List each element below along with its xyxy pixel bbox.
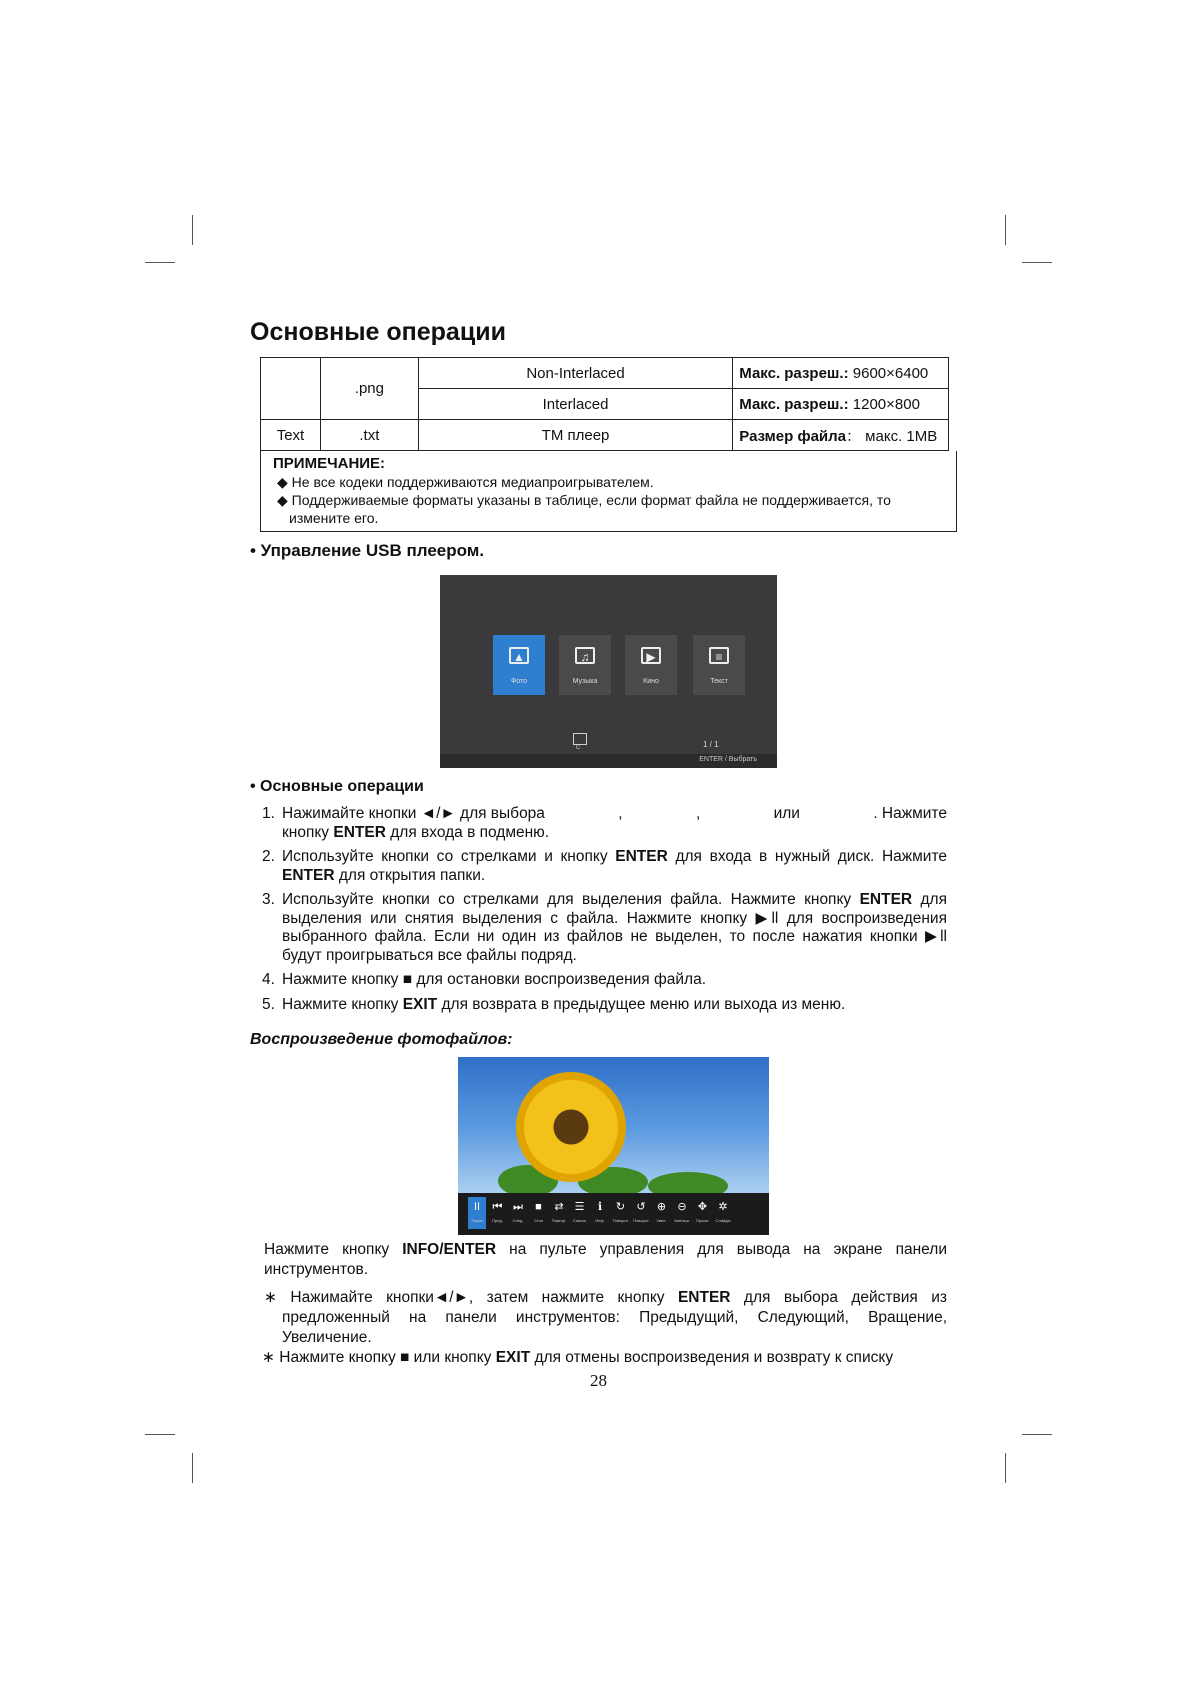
steps-list — [262, 805, 947, 1020]
tile-music[interactable] — [559, 635, 611, 695]
step-text: EXIT — [402, 995, 438, 1013]
step-text: для входа в подменю. — [385, 823, 550, 841]
table-cell: Interlaced — [418, 389, 732, 420]
tile-text[interactable] — [693, 635, 745, 695]
step-text: Нажимайте кнопки ◄/► для выбора — [282, 805, 545, 822]
step-text: Используйте кнопки со стрелками и кнопку — [282, 848, 616, 865]
note-title: ПРИМЕЧАНИЕ: — [273, 455, 386, 472]
toolbar-label: Повтор. — [551, 1218, 567, 1223]
step-number: 2. — [262, 848, 275, 865]
rotate-right-icon[interactable]: ↻ — [615, 1201, 626, 1213]
crop-mark — [145, 1434, 175, 1435]
page-indicator: 1 / 1 — [703, 740, 719, 749]
toolbar-label: След. — [512, 1218, 524, 1223]
photo-icon: ▲ — [509, 647, 529, 664]
toolbar-label: Список — [572, 1218, 587, 1223]
crop-mark — [1005, 215, 1006, 245]
list-icon[interactable]: ☰ — [574, 1201, 585, 1213]
stop-icon[interactable]: ■ — [535, 1201, 542, 1213]
step-number: 3. — [262, 891, 275, 908]
toolbar-label: Увел. — [656, 1218, 667, 1223]
table-cell — [261, 358, 321, 420]
spec-label: Размер файла — [739, 427, 847, 445]
step-text: ENTER — [333, 823, 386, 841]
crop-mark — [145, 262, 175, 263]
crop-mark — [1005, 1453, 1006, 1483]
spec-label: Макс. разреш.: — [739, 364, 849, 382]
repeat-icon[interactable]: ⇄ — [554, 1201, 564, 1213]
step-text: ENTER — [282, 866, 335, 884]
step-number: 4. — [262, 971, 275, 988]
table-row — [261, 420, 949, 451]
list-item — [262, 996, 947, 1015]
pause-icon[interactable]: II — [468, 1197, 486, 1229]
step-line — [282, 824, 947, 843]
select-hint: ENTER / Выбрать — [699, 756, 757, 763]
spec-label: Макс. разреш.: — [739, 395, 849, 413]
toolbar-label: Стоп — [533, 1218, 544, 1223]
photo-screenshot — [458, 1057, 769, 1235]
step-text: для выделения или снятия выделения с файла. Нажмите кнопку ▶ll для воспроизведения выбранного файла. Если ни один из файлов не выделен, то после нажатия кнопки ▶ll будут проигрываться все файлы подряд. — [282, 891, 947, 964]
toolbar-label: Поворот — [633, 1218, 649, 1223]
usb-heading: • Управление USB плеером. — [250, 541, 485, 560]
move-icon[interactable]: ✥ — [697, 1201, 708, 1213]
table-cell: Non-Interlaced — [418, 358, 732, 389]
spec-value: 1200×800 — [848, 395, 920, 413]
paragraph — [264, 1288, 947, 1348]
note-item: ◆ Поддерживаемые форматы указаны в таблице, если формат файла не поддерживается, то измените его. — [277, 492, 891, 526]
tile-label: Музыка — [572, 678, 598, 685]
crop-mark — [192, 215, 193, 245]
toolbar-label: Просм. — [695, 1218, 710, 1223]
para-text: ∗ Нажмите кнопку ■ или кнопку — [262, 1349, 496, 1366]
tile-label: Кино — [643, 678, 659, 685]
format-table — [260, 357, 949, 451]
text-icon: ≡ — [709, 647, 729, 664]
photo-toolbar — [458, 1193, 769, 1235]
step-text: для открытия папки. — [334, 866, 486, 884]
next-icon[interactable]: ⏭ — [513, 1201, 523, 1213]
ops-heading: • Основные операции — [250, 778, 424, 795]
photo-heading: Воспроизведение фотофайлов: — [250, 1031, 513, 1048]
tile-label: Текст — [710, 678, 728, 685]
step-text: Нажмите кнопку ■ для остановки воспроизведения файла. — [282, 971, 707, 988]
music-icon: ♫ — [575, 647, 595, 664]
rotate-left-icon[interactable]: ↺ — [636, 1201, 646, 1213]
step-text: Нажмите кнопку — [282, 995, 403, 1013]
table-cell — [733, 420, 949, 451]
zoom-in-icon[interactable]: ⊕ — [656, 1201, 667, 1213]
step-text: , — [695, 805, 701, 822]
para-text: ∗ Нажимайте кнопки◄/►, затем нажмите кнопку — [264, 1289, 678, 1306]
info-icon[interactable]: ℹ — [597, 1201, 603, 1213]
para-text: для отмены воспроизведения и возврату к списку — [530, 1349, 894, 1366]
para-text: Нажмите кнопку — [264, 1241, 403, 1258]
paragraph — [264, 1240, 947, 1280]
list-item — [262, 891, 947, 965]
movie-icon: ▶ — [641, 647, 661, 664]
table-cell: .png — [320, 358, 418, 420]
crop-mark — [1022, 1434, 1052, 1435]
step-text: кнопку — [282, 823, 334, 841]
previous-icon[interactable]: ⏮ — [492, 1201, 503, 1213]
toolbar-label: Слайды — [715, 1218, 731, 1223]
usb-player-screenshot — [440, 575, 777, 768]
step-text: ENTER — [859, 891, 913, 908]
para-text: INFO/ENTER — [402, 1241, 497, 1258]
step-text: или — [773, 805, 800, 822]
sunflower — [516, 1072, 626, 1182]
spec-value: ： макс. 1MB — [846, 427, 938, 445]
para-text: на пульте управления для вывода на экране панели инструментов. — [264, 1241, 947, 1278]
crop-mark — [1022, 262, 1052, 263]
paragraph — [262, 1348, 952, 1368]
drive-icon[interactable] — [573, 733, 587, 745]
table-cell: Text — [261, 420, 321, 451]
step-text: ENTER — [615, 848, 668, 865]
list-item — [262, 805, 947, 842]
step-text: Используйте кнопки со стрелками для выделения файла. Нажмите кнопку — [282, 891, 860, 908]
toolbar-label: Инф. — [595, 1218, 605, 1223]
list-item — [262, 848, 947, 885]
table-cell: TM плеер — [418, 420, 732, 451]
toolbar-label: Пред. — [492, 1218, 503, 1223]
drive-label: C — [576, 745, 581, 751]
step-text: для входа в нужный диск. Нажмите — [667, 848, 947, 865]
slideshow-icon[interactable]: ✲ — [718, 1201, 728, 1213]
tile-movie[interactable] — [625, 635, 677, 695]
step-text: для возврата в предыдущее меню или выхода из меню. — [437, 995, 846, 1013]
step-line — [282, 805, 947, 824]
para-text: для выбора действия из предложенный на панели инструментов: Предыдущий, Следующий, Вращение, Увеличение. — [282, 1289, 948, 1346]
tile-photo[interactable] — [493, 635, 545, 695]
table-cell — [733, 389, 949, 420]
spec-value: 9600×6400 — [848, 364, 929, 382]
toolbar-label: Уменьш. — [674, 1218, 690, 1223]
table-row — [261, 358, 949, 389]
step-text: . Нажмите — [873, 805, 947, 822]
step-text: , — [618, 805, 623, 822]
page-title: Основные операции — [250, 318, 506, 346]
page-number: 28 — [590, 1371, 607, 1390]
para-text: EXIT — [495, 1349, 531, 1366]
zoom-out-icon[interactable]: ⊖ — [677, 1201, 687, 1213]
note-box — [260, 451, 957, 532]
list-item — [262, 971, 947, 990]
toolbar-label: Пауза — [471, 1218, 483, 1223]
hint-bar — [440, 754, 777, 768]
table-cell — [733, 358, 949, 389]
step-number: 1. — [262, 805, 275, 822]
note-item: ◆ Не все кодеки поддерживаются медиапроигрывателем. — [277, 474, 654, 490]
step-number: 5. — [262, 995, 275, 1013]
tile-label: Фото — [510, 678, 528, 685]
table-cell: .txt — [320, 420, 418, 451]
crop-mark — [192, 1453, 193, 1483]
toolbar-label: Поворот — [612, 1218, 629, 1223]
para-text: ENTER — [677, 1289, 731, 1306]
